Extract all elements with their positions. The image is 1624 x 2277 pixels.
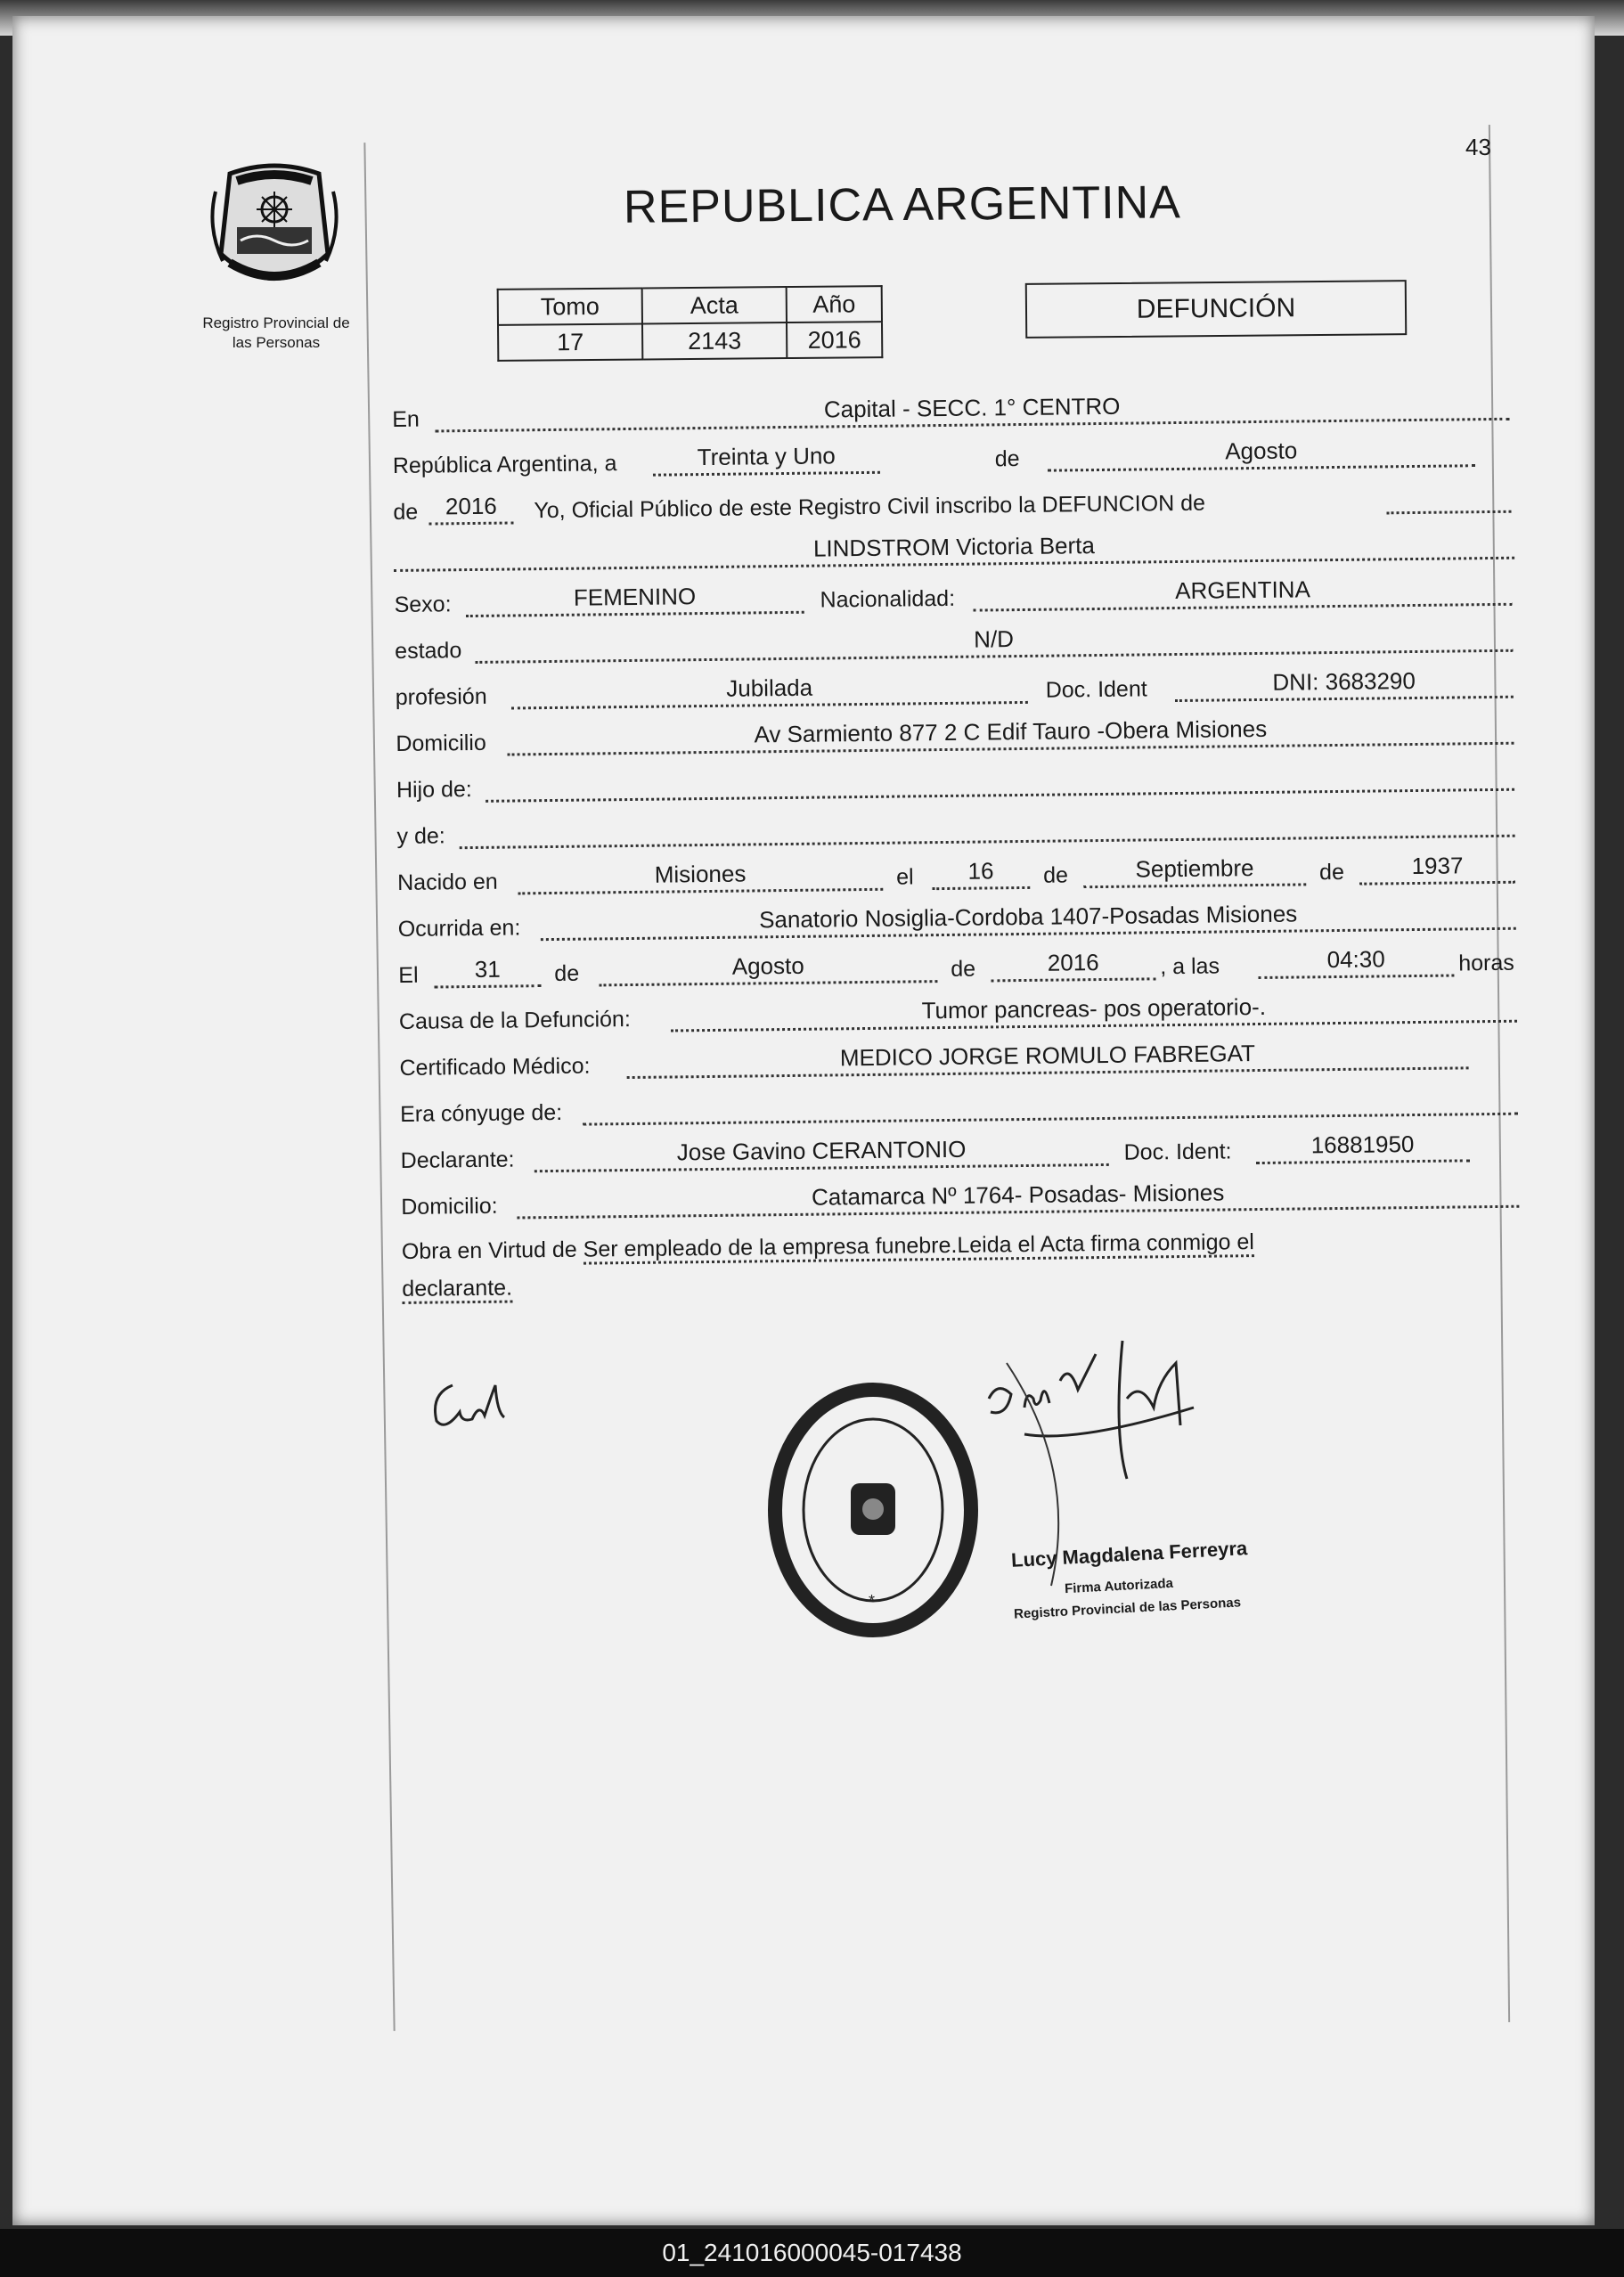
field-day-text: Treinta y Uno xyxy=(653,442,880,477)
inscription-text: Yo, Oficial Público de este Registro Civil inscribo la DEFUNCION de xyxy=(534,490,1206,524)
label-year-de: de xyxy=(393,499,419,525)
field-declarante-doc: 16881950 xyxy=(1255,1130,1469,1164)
declarant-initials-signature xyxy=(426,1367,533,1439)
label-birth-de-1: de xyxy=(1042,862,1069,888)
label-conyuge: Era cónyuge de: xyxy=(399,1099,563,1127)
value-ano: 2016 xyxy=(787,322,882,358)
label-de: de xyxy=(994,446,1020,472)
field-declarante: Jose Gavino CERANTONIO xyxy=(534,1134,1108,1172)
label-domicilio-declarante: Domicilio: xyxy=(401,1193,498,1220)
label-domicilio: Domicilio xyxy=(396,730,486,756)
signatory-name: Lucy Magdalena Ferreyra xyxy=(1010,1537,1248,1571)
field-nacido-lugar: Misiones xyxy=(518,859,883,895)
label-y-de: y de: xyxy=(396,823,445,849)
label-en: En xyxy=(392,406,420,432)
label-death-de-1: de xyxy=(554,960,580,986)
record-type-box: DEFUNCIÓN xyxy=(1025,280,1408,339)
field-inscription-blank xyxy=(1386,500,1511,515)
label-birth-de-2: de xyxy=(1318,859,1345,886)
header-ano: Año xyxy=(787,286,882,322)
value-tomo: 17 xyxy=(498,323,642,360)
field-death-month: Agosto xyxy=(599,951,937,986)
field-en: Capital - SECC. 1° CENTRO xyxy=(435,388,1509,433)
label-nacionalidad: Nacionalidad: xyxy=(820,585,956,613)
official-seal xyxy=(762,1376,984,1644)
misiones-emblem-icon xyxy=(203,156,346,298)
caption-line-1: Registro Provincial de xyxy=(202,314,350,331)
label-causa: Causa de la Defunción: xyxy=(398,1007,631,1034)
field-sexo: FEMENINO xyxy=(465,582,804,617)
field-domicilio: Av Sarmiento 877 2 C Edif Tauro -Obera Misiones xyxy=(507,713,1514,756)
header-acta: Acta xyxy=(642,287,787,323)
label-death-el: El xyxy=(398,962,419,988)
field-doc-ident: DNI: 3683290 xyxy=(1175,666,1514,702)
label-ocurrida: Ocurrida en: xyxy=(397,915,521,942)
svg-text:*: * xyxy=(869,1592,876,1610)
label-declarante: Declarante: xyxy=(400,1147,515,1173)
label-certificado: Certificado Médico: xyxy=(399,1053,591,1081)
signatory-office: Registro Provincial de las Personas xyxy=(1013,1595,1242,1622)
field-death-time: 04:30 xyxy=(1258,945,1454,979)
label-doc-ident: Doc. Ident xyxy=(1045,676,1147,703)
label-declarante-doc: Doc. Ident: xyxy=(1123,1138,1232,1165)
obra-end: declarante. xyxy=(402,1276,512,1304)
label-sexo: Sexo: xyxy=(394,592,452,617)
closing-statement xyxy=(402,1220,1525,1308)
obra-text: Ser empleado de la empresa funebre.Leida el Acta firma conmigo el xyxy=(583,1229,1255,1265)
field-certificado: MEDICO JORGE ROMULO FABREGAT xyxy=(626,1037,1468,1079)
label-estado: estado xyxy=(395,638,462,664)
field-nacionalidad: ARGENTINA xyxy=(973,574,1512,612)
label-profesion: profesión xyxy=(395,683,487,710)
field-year: 2016 xyxy=(428,492,513,525)
page-number: 43 xyxy=(1465,134,1491,160)
registry-value-row xyxy=(498,322,882,361)
label-hijo-de: Hijo de: xyxy=(396,777,472,803)
label-el: el xyxy=(895,864,914,890)
label-death-de-2: de xyxy=(951,956,976,982)
field-month: Agosto xyxy=(1048,435,1475,471)
field-domicilio-declarante: Catamarca Nº 1764- Posadas- Misiones xyxy=(517,1176,1519,1220)
registry-header-row xyxy=(498,286,882,325)
obra-prefix: Obra en Virtud de xyxy=(401,1236,577,1264)
document-id-footer: 01_241016000045-017438 xyxy=(0,2229,1624,2277)
page-title: REPUBLICA ARGENTINA xyxy=(623,176,1182,233)
field-death-year: 2016 xyxy=(991,948,1155,982)
field-ocurrida: Sanatorio Nosiglia-Cordoba 1407-Posadas Misiones xyxy=(541,898,1516,941)
field-death-day: 31 xyxy=(434,955,541,988)
label-republica: República Argentina, a xyxy=(392,451,617,478)
registry-caption xyxy=(174,314,379,353)
field-profesion: Jubilada xyxy=(511,672,1028,710)
caption-line-2: las Personas xyxy=(232,334,321,351)
field-deceased-name: LINDSTROM Victoria Berta xyxy=(394,527,1514,572)
field-birth-year: 1937 xyxy=(1359,852,1515,886)
field-estado: N/D xyxy=(475,620,1513,664)
field-causa: Tumor pancreas- pos operatorio-. xyxy=(671,991,1517,1032)
label-nacido-en: Nacido en xyxy=(397,869,498,895)
label-a-las: , a las xyxy=(1160,953,1220,980)
registry-table xyxy=(497,285,884,362)
field-birth-day: 16 xyxy=(932,857,1030,890)
field-birth-month: Septiembre xyxy=(1083,853,1306,888)
signatory-title: Firma Autorizada xyxy=(1064,1575,1174,1597)
label-horas: horas xyxy=(1458,950,1514,976)
value-acta: 2143 xyxy=(642,322,787,359)
header-tomo: Tomo xyxy=(498,288,642,324)
